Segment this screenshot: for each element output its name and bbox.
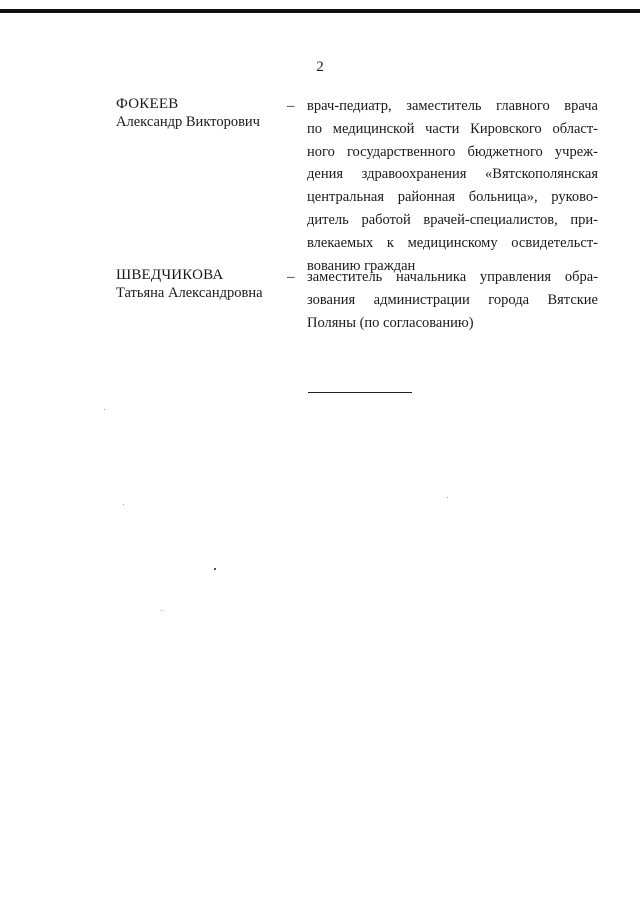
person-description: [307, 266, 598, 334]
person-name: [116, 266, 263, 302]
person-surname: ФОКЕЕВ: [116, 96, 179, 112]
description-line: дения здравоохранения «Вятскополянская: [307, 166, 598, 183]
person-description: [307, 95, 598, 277]
scan-speck: [161, 610, 162, 611]
dash-separator: –: [287, 269, 295, 285]
scan-speck: [104, 409, 105, 410]
page-number: 2: [316, 59, 324, 75]
person-surname: ШВЕДЧИКОВА: [116, 267, 224, 283]
description-line: врач-педиатр, заместитель главного врача: [307, 98, 598, 114]
description-line: ного государственного бюджетного учреж-: [307, 143, 598, 160]
closing-rule: [308, 392, 412, 393]
description-line: дитель работой врачей-специалистов, при-: [307, 211, 598, 228]
description-line: вованию граждан: [307, 257, 416, 274]
person-given-names: Татьяна Александровна: [116, 285, 263, 301]
scan-top-edge: [0, 9, 640, 13]
scan-speck: [447, 497, 448, 498]
description-line: по медицинской части Кировского област-: [307, 120, 598, 137]
person-name: [116, 95, 260, 131]
person-given-names: Александр Викторович: [116, 114, 260, 130]
description-line: заместитель начальника управления обра-: [307, 269, 598, 285]
scan-speck: [123, 504, 124, 505]
description-line: Поляны (по согласованию): [307, 314, 474, 331]
description-line: зования администрации города Вятские: [307, 291, 598, 308]
description-line: центральная районная больница», руково-: [307, 189, 598, 206]
scan-speck: [214, 568, 216, 570]
dash-separator: –: [287, 98, 295, 114]
description-line: влекаемых к медицинскому освидетельст-: [307, 234, 598, 251]
